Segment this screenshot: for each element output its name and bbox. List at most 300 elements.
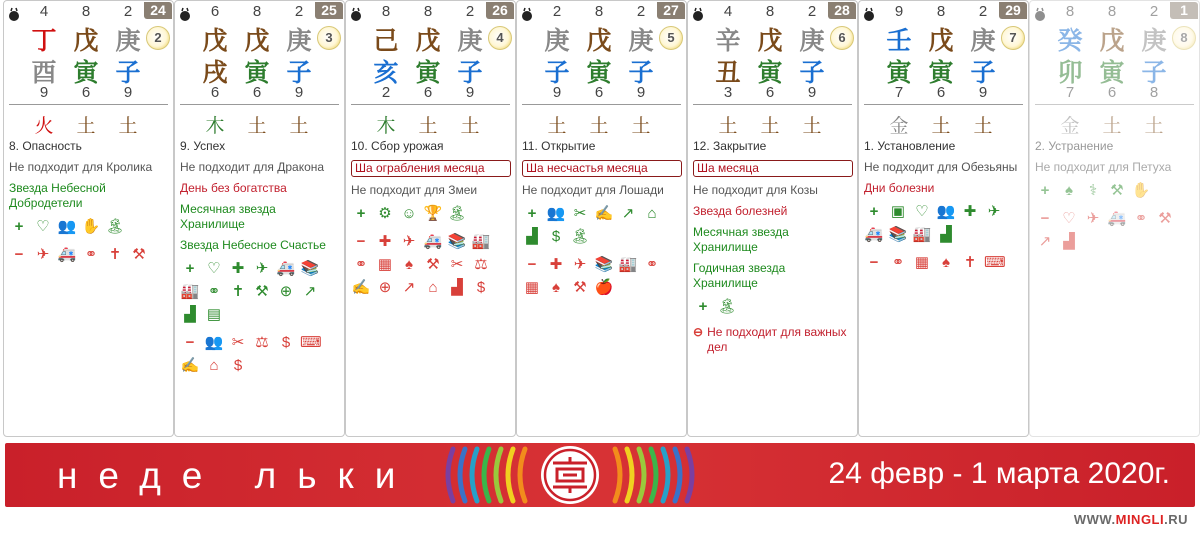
bottom-numbers-cell: 9 <box>978 84 988 101</box>
top-numbers-cell: 9 <box>894 3 904 20</box>
day-note: Ша ограбления месяца <box>351 160 511 177</box>
day-card[interactable] <box>516 0 687 437</box>
top-numbers <box>197 3 317 20</box>
divider <box>180 104 339 105</box>
bottom-numbers-cell: 9 <box>465 84 475 101</box>
avoid-activity-icon[interactable]: ✍ <box>180 357 200 374</box>
avoid-activity-icon[interactable]: ✚ <box>378 233 392 250</box>
earthly-branches-cell: 子 <box>115 58 141 87</box>
element-row-cell: 土 <box>973 115 993 137</box>
top-numbers <box>368 3 488 20</box>
avoid-activity-icon[interactable]: ⚭ <box>891 254 905 271</box>
unfavorable-note <box>693 325 853 355</box>
top-numbers <box>26 3 146 20</box>
activity-icon[interactable]: ♡ <box>207 260 221 277</box>
activity-icon[interactable]: ♡ <box>36 218 50 235</box>
moon-phase-icon <box>692 7 704 23</box>
activity-icon[interactable]: 🏝 <box>717 298 737 315</box>
activity-icon[interactable]: ⚙ <box>378 205 392 222</box>
moon-phase-icon <box>863 7 875 23</box>
earthly-branches-cell: 寅 <box>928 58 954 87</box>
element-row-cell: 土 <box>289 115 309 137</box>
earthly-branches-cell: 子 <box>457 58 483 87</box>
day-card[interactable] <box>858 0 1029 437</box>
top-numbers-cell: 8 <box>423 3 433 20</box>
top-numbers-cell: 2 <box>807 3 817 20</box>
element-row-cell: 木 <box>205 115 225 137</box>
activity-icon[interactable]: 🚑 <box>864 226 884 243</box>
banner-date-range: 24 февр - 1 марта 2020г. <box>828 457 1170 490</box>
avoid-activity-icon[interactable]: ✈ <box>573 256 587 273</box>
bottom-numbers-cell: 8 <box>1149 84 1159 101</box>
site-url[interactable] <box>1074 512 1188 527</box>
heavenly-stems-cell: 丁 <box>31 26 57 55</box>
avoid-activity-icon[interactable]: ♠ <box>552 279 560 296</box>
favorable-activities <box>693 297 853 317</box>
earthly-branches-cell: 寅 <box>415 58 441 87</box>
day-note: Звезда Небесной Добродетели <box>9 181 106 210</box>
activity-icon[interactable]: + <box>1040 182 1050 199</box>
top-numbers <box>1052 3 1172 20</box>
heavenly-stems-cell: 戊 <box>415 26 441 55</box>
day-info <box>180 139 340 384</box>
favorable-activities <box>351 204 511 224</box>
activity-icon[interactable]: 🚑 <box>276 260 296 277</box>
top-numbers-cell: 2 <box>978 3 988 20</box>
divider <box>1035 104 1194 105</box>
element-row <box>368 111 488 138</box>
unfavorable-activities <box>351 232 511 298</box>
bottom-numbers-cell: 6 <box>936 84 946 101</box>
activity-icon[interactable]: ✝ <box>231 283 245 300</box>
unfavorable-activities <box>180 333 340 376</box>
avoid-activity-icon[interactable]: ✍ <box>351 279 371 296</box>
avoid-activity-icon[interactable]: 🚑 <box>423 233 443 250</box>
bottom-numbers <box>26 84 146 101</box>
avoid-activity-icon[interactable]: 🍎 <box>594 279 614 296</box>
activity-icon[interactable]: ▟ <box>184 306 196 323</box>
activity-icon[interactable]: ⚒ <box>255 283 269 300</box>
element-row-cell: 土 <box>1144 115 1164 137</box>
heavenly-stems-cell: 癸 <box>1057 26 1083 55</box>
avoid-activity-icon[interactable]: − <box>1040 210 1050 227</box>
heavenly-stems-cell: 戊 <box>757 26 783 55</box>
site-url-suffix: .RU <box>1164 512 1188 527</box>
activity-icon[interactable]: ♠ <box>1065 182 1073 199</box>
activity-icon[interactable]: ☺ <box>401 205 417 222</box>
avoid-activity-icon[interactable]: ✂ <box>450 256 464 273</box>
day-number: 29 <box>999 2 1027 19</box>
activity-icon[interactable]: ♡ <box>915 203 929 220</box>
flying-star-badge: 5 <box>659 26 683 50</box>
avoid-activity-icon[interactable]: ⚒ <box>573 279 587 296</box>
element-row <box>710 111 830 138</box>
avoid-activity-icon[interactable]: ▦ <box>524 279 540 296</box>
element-row-cell: 土 <box>802 115 822 137</box>
heavenly-stems-cell: 庚 <box>286 26 312 55</box>
heavenly-stems-cell: 庚 <box>1141 26 1167 55</box>
day-note: Не подходит для Обезьяны <box>864 160 1018 174</box>
top-numbers-cell: 8 <box>252 3 262 20</box>
avoid-activity-icon[interactable]: − <box>185 334 195 351</box>
avoid-activity-icon[interactable]: ✈ <box>36 246 50 263</box>
moon-phase-icon <box>179 7 191 23</box>
divider <box>351 104 510 105</box>
activity-icon[interactable]: 📚 <box>888 226 908 243</box>
avoid-activity-icon[interactable]: ▟ <box>451 279 463 296</box>
activity-icon[interactable]: 👥 <box>936 203 956 220</box>
activity-icon[interactable]: ⚭ <box>207 283 221 300</box>
element-row <box>26 111 146 138</box>
day-card[interactable] <box>345 0 516 437</box>
element-row-cell: 土 <box>247 115 267 137</box>
avoid-activity-icon[interactable]: − <box>869 254 879 271</box>
bottom-numbers-cell: 6 <box>594 84 604 101</box>
unfavorable-activities <box>9 245 169 265</box>
avoid-activity-icon[interactable]: ⚖ <box>474 256 488 273</box>
avoid-activity-icon[interactable]: ✂ <box>231 334 245 351</box>
activity-icon[interactable]: 🏆 <box>423 205 443 222</box>
earthly-branches-cell: 子 <box>970 58 996 87</box>
earthly-branches-cell: 戌 <box>202 58 228 87</box>
avoid-activity-icon[interactable]: ⚭ <box>1134 210 1148 227</box>
avoid-activity-icon[interactable]: $ <box>281 334 291 351</box>
moon-phase-icon <box>521 7 533 23</box>
day-note: Ша несчастья месяца <box>522 160 682 177</box>
heavenly-stems-cell: 戊 <box>244 26 270 55</box>
day-card[interactable] <box>3 0 174 437</box>
day-officer: 2. Устранение <box>1035 139 1114 153</box>
flying-star-badge: 4 <box>488 26 512 50</box>
banner-title: неде льки <box>57 455 417 496</box>
bottom-numbers-cell: 3 <box>723 84 733 101</box>
activity-icon[interactable]: ⌂ <box>647 205 657 222</box>
avoid-activity-icon[interactable]: ✝ <box>108 246 122 263</box>
element-row <box>539 111 659 138</box>
avoid-activity-icon[interactable]: 📚 <box>594 256 614 273</box>
avoid-activity-icon[interactable]: ⚒ <box>1158 210 1172 227</box>
bottom-numbers-cell: 9 <box>294 84 304 101</box>
moon-phase-icon <box>8 7 20 23</box>
day-officer: 9. Успех <box>180 139 226 153</box>
bottom-numbers-cell: 6 <box>1107 84 1117 101</box>
day-card[interactable] <box>1029 0 1200 437</box>
avoid-activity-icon[interactable]: ⌂ <box>428 279 438 296</box>
day-card[interactable] <box>174 0 345 437</box>
avoid-activity-icon[interactable]: 🚑 <box>57 246 77 263</box>
activity-icon[interactable]: ⚕ <box>1088 182 1098 199</box>
element-row-cell: 土 <box>418 115 438 137</box>
day-note: Звезда Небесное Счастье <box>180 238 326 252</box>
element-row-cell: 土 <box>76 115 96 137</box>
avoid-activity-icon[interactable]: ✈ <box>1086 210 1100 227</box>
avoid-activity-icon[interactable]: ⌂ <box>209 357 219 374</box>
day-strip <box>3 0 1200 437</box>
avoid-activity-icon[interactable]: ↗ <box>402 279 416 296</box>
activity-icon[interactable]: ✈ <box>987 203 1001 220</box>
heavenly-stems-cell: 庚 <box>970 26 996 55</box>
activity-icon[interactable]: ▤ <box>206 306 222 323</box>
avoid-activity-icon[interactable]: ▦ <box>914 254 930 271</box>
flying-star-badge: 2 <box>146 26 170 50</box>
heavenly-stems-cell: 戊 <box>73 26 99 55</box>
activity-icon[interactable]: ✚ <box>231 260 245 277</box>
day-number: 24 <box>144 2 172 19</box>
activity-icon[interactable]: + <box>527 205 537 222</box>
site-url-prefix: WWW. <box>1073 512 1116 527</box>
day-note: Месячная звезда Хранилище <box>180 202 276 231</box>
avoid-activity-icon[interactable]: − <box>356 233 366 250</box>
day-officer: 10. Сбор урожая <box>351 139 444 153</box>
avoid-activity-icon[interactable]: 🚑 <box>1107 210 1127 227</box>
favorable-activities <box>1035 181 1195 201</box>
top-numbers-cell: 2 <box>636 3 646 20</box>
avoid-activity-icon[interactable]: ▟ <box>1063 233 1075 250</box>
earthly-branches-cell: 子 <box>544 58 570 87</box>
day-info <box>9 139 169 273</box>
activity-icon[interactable]: 🏝 <box>105 218 125 235</box>
heavenly-stems <box>368 21 488 57</box>
unfavorable-activities <box>1035 209 1195 252</box>
heavenly-stems-cell: 庚 <box>544 26 570 55</box>
avoid-activity-icon[interactable]: ✚ <box>549 256 563 273</box>
bottom-numbers-cell: 9 <box>552 84 562 101</box>
activity-icon[interactable]: ✋ <box>1131 182 1151 199</box>
bottom-numbers <box>368 84 488 101</box>
day-info <box>522 139 682 306</box>
earthly-branches-cell: 子 <box>628 58 654 87</box>
element-row-cell: 木 <box>376 115 396 137</box>
day-note: Не подходит для Лошади <box>522 183 664 197</box>
top-numbers-cell: 2 <box>294 3 304 20</box>
day-officer: 1. Установление <box>864 139 956 153</box>
top-numbers-cell: 8 <box>1107 3 1117 20</box>
heavenly-stems-cell: 戊 <box>586 26 612 55</box>
divider <box>693 104 852 105</box>
flying-star-badge: 8 <box>1172 26 1196 50</box>
activity-icon[interactable]: ⚒ <box>1110 182 1124 199</box>
day-number: 25 <box>315 2 343 19</box>
earthly-branches-cell: 亥 <box>373 58 399 87</box>
avoid-activity-icon[interactable]: ▦ <box>377 256 393 273</box>
day-number: 28 <box>828 2 856 19</box>
bottom-numbers-cell: 2 <box>381 84 391 101</box>
avoid-activity-icon[interactable]: ⚒ <box>426 256 440 273</box>
heavenly-stems-cell: 辛 <box>715 26 741 55</box>
heavenly-stems-cell: 戊 <box>202 26 228 55</box>
top-numbers-cell: 2 <box>465 3 475 20</box>
avoid-activity-icon[interactable]: − <box>14 246 24 263</box>
bottom-numbers <box>881 84 1001 101</box>
activity-icon[interactable]: 🏝 <box>447 205 467 222</box>
element-row-cell: 土 <box>547 115 567 137</box>
activity-icon[interactable]: ✋ <box>81 218 101 235</box>
element-row-cell: 金 <box>889 115 909 137</box>
heavenly-stems-cell: 壬 <box>886 26 912 55</box>
activity-icon[interactable]: + <box>869 203 879 220</box>
avoid-activity-icon[interactable]: ↗ <box>1038 233 1052 250</box>
favorable-activities <box>864 202 1024 245</box>
bottom-numbers-cell: 7 <box>1065 84 1075 101</box>
heavenly-stems-cell: 戊 <box>928 26 954 55</box>
day-info <box>1035 139 1195 260</box>
unfavorable-activities <box>864 253 1024 273</box>
bottom-numbers-cell: 6 <box>210 84 220 101</box>
activity-icon[interactable]: ✂ <box>573 205 587 222</box>
avoid-activity-icon[interactable]: ⊕ <box>378 279 392 296</box>
earthly-branches-cell: 子 <box>286 58 312 87</box>
day-note: Месячная звезда Хранилище <box>693 225 789 254</box>
avoid-activity-icon[interactable]: ✝ <box>963 254 977 271</box>
activity-icon[interactable]: ⊕ <box>279 283 293 300</box>
avoid-activity-icon[interactable]: 🏭 <box>471 233 491 250</box>
bottom-numbers-cell: 9 <box>636 84 646 101</box>
element-row <box>197 111 317 138</box>
day-info <box>351 139 511 306</box>
earthly-branches-cell: 寅 <box>757 58 783 87</box>
activity-icon[interactable]: + <box>356 205 366 222</box>
top-numbers-cell: 8 <box>381 3 391 20</box>
element-row-cell: 土 <box>1102 115 1122 137</box>
moon-phase-icon <box>350 7 362 23</box>
avoid-activity-icon[interactable]: $ <box>476 279 486 296</box>
day-officer: 12. Закрытие <box>693 139 767 153</box>
minus-icon: ⊖ <box>693 325 704 339</box>
bottom-numbers <box>710 84 830 101</box>
element-row-cell: 土 <box>589 115 609 137</box>
avoid-activity-icon[interactable]: ⌨ <box>300 334 322 351</box>
earthly-branches-cell: 子 <box>1141 58 1167 87</box>
activity-icon[interactable]: 🏭 <box>912 226 932 243</box>
day-note: Не подходит для Петуха <box>1035 160 1172 174</box>
favorable-activities <box>522 204 682 247</box>
activity-icon[interactable]: ↗ <box>303 283 317 300</box>
activity-icon[interactable]: 🏝 <box>570 228 590 245</box>
heavenly-stems <box>197 21 317 57</box>
top-numbers-cell: 6 <box>210 3 220 20</box>
element-row-cell: 土 <box>118 115 138 137</box>
activity-icon[interactable]: 🏭 <box>180 283 200 300</box>
heavenly-stems-cell: 庚 <box>457 26 483 55</box>
divider <box>864 104 1023 105</box>
earthly-branches-cell: 子 <box>799 58 825 87</box>
divider <box>9 104 168 105</box>
day-note: Годичная звезда Хранилище <box>693 261 786 290</box>
avoid-activity-icon[interactable]: 🏭 <box>618 256 638 273</box>
avoid-activity-icon[interactable]: ♠ <box>405 256 413 273</box>
activity-icon[interactable]: + <box>14 218 24 235</box>
avoid-activity-icon[interactable]: ⚖ <box>255 334 269 351</box>
heavenly-stems-cell: 戊 <box>1099 26 1125 55</box>
top-numbers-cell: 8 <box>765 3 775 20</box>
bottom-numbers-cell: 7 <box>894 84 904 101</box>
bottom-numbers <box>539 84 659 101</box>
earthly-branches-cell: 寅 <box>886 58 912 87</box>
day-note: День без богатства <box>180 181 287 195</box>
day-note: Дни болезни <box>864 181 935 195</box>
bottom-numbers-cell: 9 <box>123 84 133 101</box>
heavenly-stems-cell: 庚 <box>115 26 141 55</box>
avoid-activity-icon[interactable]: ♠ <box>942 254 950 271</box>
day-officer: 11. Открытие <box>522 139 596 153</box>
activity-icon[interactable]: + <box>185 260 195 277</box>
earthly-branches-cell: 丑 <box>715 58 741 87</box>
avoid-activity-icon[interactable]: ⚭ <box>354 256 368 273</box>
unfavorable-activities <box>522 255 682 298</box>
top-numbers-cell: 4 <box>39 3 49 20</box>
day-note: Не подходит для Козы <box>693 183 818 197</box>
unfavorable-note-text: Не подходит для важных дел <box>707 325 847 354</box>
element-row-cell: 火 <box>34 115 54 137</box>
activity-icon[interactable]: ✍ <box>594 205 614 222</box>
avoid-activity-icon[interactable]: ⚭ <box>84 246 98 263</box>
flying-star-badge: 6 <box>830 26 854 50</box>
avoid-activity-icon[interactable]: ♡ <box>1062 210 1076 227</box>
favorable-activities <box>180 259 340 325</box>
day-number: 26 <box>486 2 514 19</box>
top-numbers <box>710 3 830 20</box>
activity-icon[interactable]: 📚 <box>300 260 320 277</box>
top-numbers <box>881 3 1001 20</box>
avoid-activity-icon[interactable]: − <box>527 256 537 273</box>
bottom-numbers-cell: 9 <box>807 84 817 101</box>
heavenly-stems-cell: 庚 <box>799 26 825 55</box>
activity-icon[interactable]: ▟ <box>526 228 538 245</box>
activity-icon[interactable]: $ <box>551 228 561 245</box>
activity-icon[interactable]: 👥 <box>57 218 77 235</box>
bottom-numbers <box>197 84 317 101</box>
top-numbers-cell: 8 <box>936 3 946 20</box>
bottom-numbers-cell: 6 <box>765 84 775 101</box>
site-url-brand: MINGLI <box>1115 512 1165 527</box>
top-numbers-cell: 8 <box>81 3 91 20</box>
activity-icon[interactable]: + <box>698 298 708 315</box>
avoid-activity-icon[interactable]: 👥 <box>204 334 224 351</box>
activity-icon[interactable]: 👥 <box>546 205 566 222</box>
top-numbers-cell: 8 <box>594 3 604 20</box>
bottom-numbers-cell: 9 <box>39 84 49 101</box>
day-note: Звезда болезней <box>693 204 788 218</box>
day-note: Не подходит для Дракона <box>180 160 325 174</box>
element-row-cell: 土 <box>460 115 480 137</box>
heavenly-stems-cell: 己 <box>373 26 399 55</box>
day-card[interactable] <box>687 0 858 437</box>
top-numbers-cell: 4 <box>723 3 733 20</box>
element-row-cell: 金 <box>1060 115 1080 137</box>
top-numbers-cell: 8 <box>1065 3 1075 20</box>
avoid-activity-icon[interactable]: $ <box>233 357 243 374</box>
avoid-activity-icon[interactable]: 📚 <box>447 233 467 250</box>
avoid-activity-icon[interactable]: ⚭ <box>645 256 659 273</box>
earthly-branches-cell: 寅 <box>244 58 270 87</box>
activity-icon[interactable]: ↗ <box>621 205 635 222</box>
element-row <box>1052 111 1172 138</box>
day-note: Ша месяца <box>693 160 853 177</box>
activity-icon[interactable]: ✚ <box>963 203 977 220</box>
activity-icon[interactable]: ✈ <box>255 260 269 277</box>
activity-icon[interactable]: ▣ <box>890 203 906 220</box>
heavenly-stems <box>881 21 1001 57</box>
bottom-numbers-cell: 6 <box>252 84 262 101</box>
avoid-activity-icon[interactable]: ✈ <box>402 233 416 250</box>
moon-phase-icon <box>1034 7 1046 23</box>
day-note: Не подходит для Змеи <box>351 183 478 197</box>
activity-icon[interactable]: ▟ <box>940 226 952 243</box>
bottom-numbers <box>1052 84 1172 101</box>
element-row-cell: 土 <box>631 115 651 137</box>
avoid-activity-icon[interactable]: ⌨ <box>984 254 1006 271</box>
avoid-activity-icon[interactable]: ⚒ <box>132 246 146 263</box>
